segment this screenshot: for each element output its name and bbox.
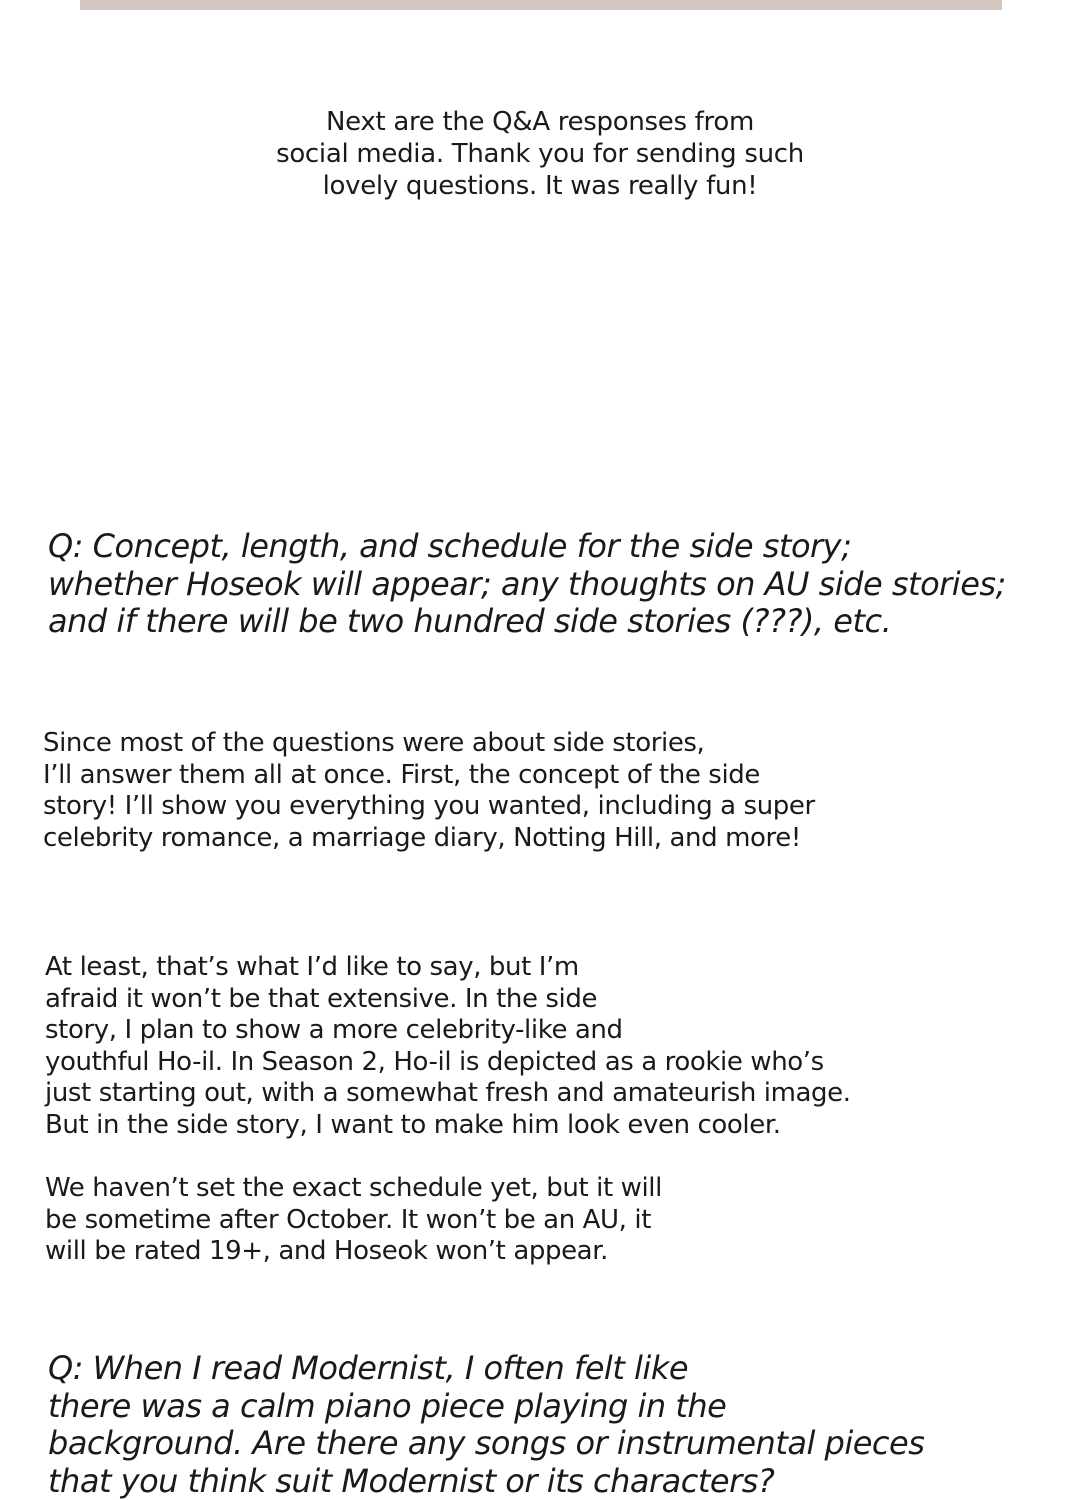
answer-line: story, I plan to show a more celebrity-like and [45, 1015, 623, 1045]
top-divider-bar [80, 0, 1002, 10]
intro-line: lovely questions. It was really fun! [322, 171, 758, 201]
answer-line: Since most of the questions were about side stories, [43, 728, 705, 758]
answer-line: be sometime after October. It won’t be an AU, it [45, 1204, 652, 1235]
answer-line: youthful Ho-il. In Season 2, Ho-il is depicted as a rookie who’s [45, 1046, 824, 1077]
intro-text [0, 106, 1080, 202]
question-music [48, 1350, 924, 1500]
answer-paragraph-schedule [45, 1173, 662, 1268]
question-line: whether Hoseok will appear; any thoughts on AU side stories; [48, 564, 1006, 603]
intro-line: Next are the Q&A responses from [326, 107, 754, 137]
question-line: background. Are there any songs or instrumental pieces [48, 1424, 925, 1462]
answer-paragraph-characterization [45, 952, 851, 1141]
answer-line: story! I’ll show you everything you wanted, including a super [43, 791, 815, 821]
answer-line: I’ll answer them all at once. First, the concept of the side [43, 759, 760, 790]
question-line: and if there will be two hundred side stories (???), etc. [48, 602, 892, 640]
question-line: there was a calm piano piece playing in the [48, 1386, 727, 1425]
question-line: that you think suit Modernist or its characters? [48, 1461, 775, 1500]
question-side-story [48, 528, 1006, 641]
question-line: Q: When I read Modernist, I often felt like [48, 1349, 689, 1387]
answer-line: We haven’t set the exact schedule yet, but it will [45, 1173, 662, 1203]
answer-paragraph-concept [43, 728, 815, 854]
answer-line: celebrity romance, a marriage diary, Notting Hill, and more! [43, 822, 801, 853]
answer-line: At least, that’s what I’d like to say, but I’m [45, 952, 579, 982]
answer-line: will be rated 19+, and Hoseok won’t appear. [45, 1236, 608, 1266]
answer-line: afraid it won’t be that extensive. In the side [45, 983, 598, 1014]
question-line: Q: Concept, length, and schedule for the side story; [48, 527, 852, 565]
answer-line: But in the side story, I want to make him look even cooler. [45, 1109, 781, 1140]
intro-line: social media. Thank you for sending such [276, 139, 804, 169]
answer-line: just starting out, with a somewhat fresh and amateurish image. [45, 1078, 851, 1108]
